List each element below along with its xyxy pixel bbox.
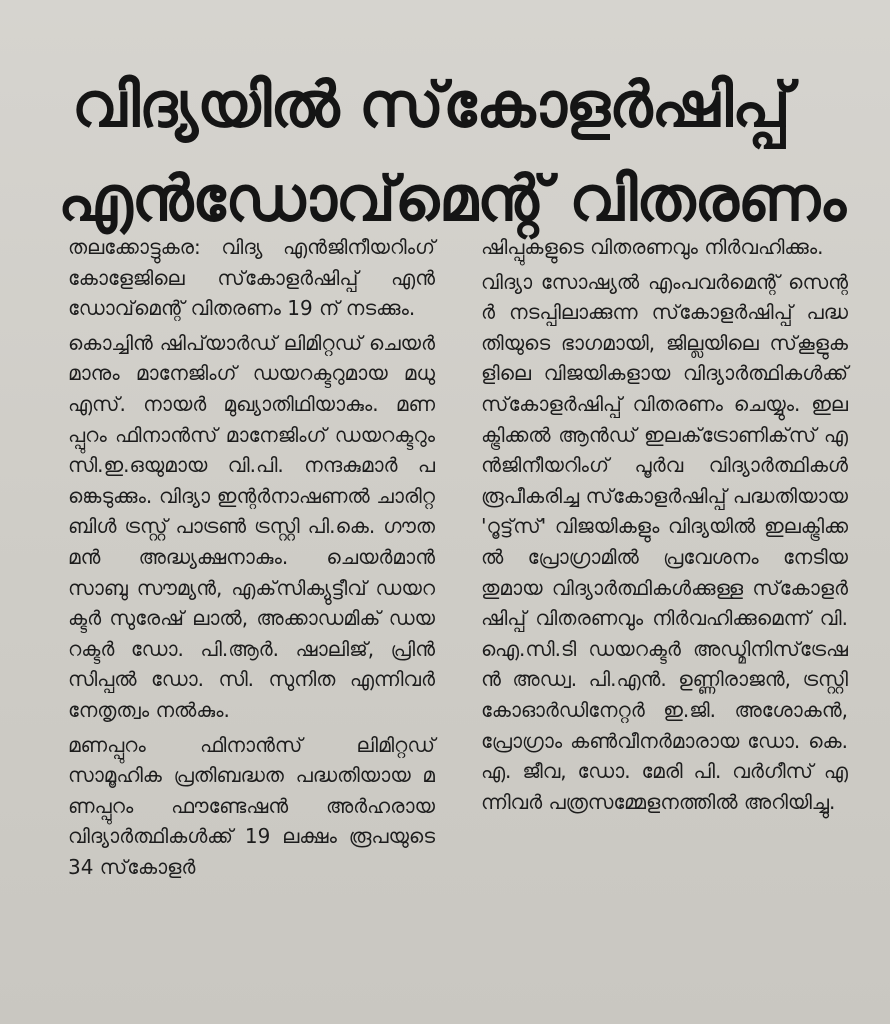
article-paragraph: കൊച്ചിൻ ഷിപ്‌യാർഡ് ലിമിറ്റഡ് ചെയർമാനും മാനേജിംഗ് ഡയറക്ടറുമായ മധു എസ്. നായർ മുഖ്യാതിഥിയാകും. മണപ്പുറം ഫിനാൻസ് മാനേജിംഗ് ഡയറക്ടറും സി.ഇ.ഒയുമായ വി.പി. നന്ദകുമാർ പങ്കെടുക്കും. വിദ്യാ ഇന്റർനാഷണൽ ചാരിറ്റബിൾ ട്രസ്റ്റ് പാട്രൺ ട്രസ്റ്റി പി.കെ. ഗൗതമൻ അദ്ധ്യക്ഷനാകും. ചെയർമാൻ സാബു സൗമ്യൻ, എക്‌സിക്യുട്ടീവ് ഡയറക്ടർ സുരേഷ് ലാൽ, അക്കാഡമിക് ഡയറക്ടർ ഡോ. പി.ആർ. ഷാലിജ്, പ്രിൻസിപ്പൽ ഡോ. സി. സുനിത എന്നിവർ നേതൃത്വം നൽകും. — [68, 330, 435, 722]
headline — [58, 58, 860, 246]
article-column-left — [68, 232, 435, 886]
headline-line-1: വിദ്യയിൽ സ്‌കോളർഷിപ്പ് — [72, 68, 790, 141]
headline-line-2: എൻഡോവ്‌മെന്റ് വിതരണം — [58, 162, 846, 235]
article-column-right — [481, 232, 848, 886]
article-body — [68, 232, 848, 886]
article-paragraph: വിദ്യാ സോഷ്യൽ എംപവർമെന്റ് സെന്റർ നടപ്പിലാക്കുന്ന സ്‌കോളർഷിപ്പ് പദ്ധതിയുടെ ഭാഗമായി, ജില്ലയിലെ സ്‌കൂളുകളിലെ വിജയികളായ വിദ്യാർത്ഥികൾക്ക് സ്‌കോളർഷിപ്പ് വിതരണം ചെയ്യും. ഇലക്ട്രിക്കൽ ആൻഡ് ഇലക്‌ട്രോണിക്‌സ് എൻജിനീയറിംഗ് പൂർവ വിദ്യാർത്ഥികൾ രൂപീകരിച്ച സ്‌കോളർഷിപ്പ് പദ്ധതിയായ 'റൂട്ട്‌സ്' വിജയികളും വിദ്യയിൽ ഇലക്ട്രിക്കൽ പ്രോഗ്രാമിൽ പ്രവേശനം നേടിയതുമായ വിദ്യാർത്ഥികൾക്കുള്ള സ്‌കോളർഷിപ്പ് വിതരണവും നിർവഹിക്കുമെന്ന് വി.ഐ.സി.ടി ഡയറക്ടർ അഡ്മിനിസ്‌ട്രേഷൻ അഡ്വ. പി.എൻ. ഉണ്ണിരാജൻ, ട്രസ്റ്റി കോഓർഡിനേറ്റർ ഇ.ജി. അശോകൻ, പ്രോഗ്രാം കൺവീനർമാരായ ഡോ. കെ.എ. ജീവ, ഡോ. മേരി പി. വർഗീസ് എന്നിവർ പത്രസമ്മേളനത്തിൽ അറിയിച്ചു. — [481, 269, 848, 814]
article-paragraph: ഷിപ്പുകളുടെ വിതരണവും നിർവഹിക്കും. — [481, 235, 824, 259]
article-paragraph: തലക്കോട്ടുകര: വിദ്യ എൻജിനീയറിംഗ് കോളേജിലെ സ്‌കോളർഷിപ്പ് എൻഡോവ്‌മെന്റ് വിതരണം 19 ന് നടക്കും. — [68, 235, 435, 321]
article-paragraph: മണപ്പുറം ഫിനാൻസ് ലിമിറ്റഡ് സാമൂഹിക പ്രതിബദ്ധത പദ്ധതിയായ മണപ്പുറം ഫൗണ്ടേഷൻ അർഹരായ വിദ്യാർത്ഥികൾക്ക് 19 ലക്ഷം രൂപയുടെ 34 സ്‌കോളർ — [68, 732, 435, 879]
